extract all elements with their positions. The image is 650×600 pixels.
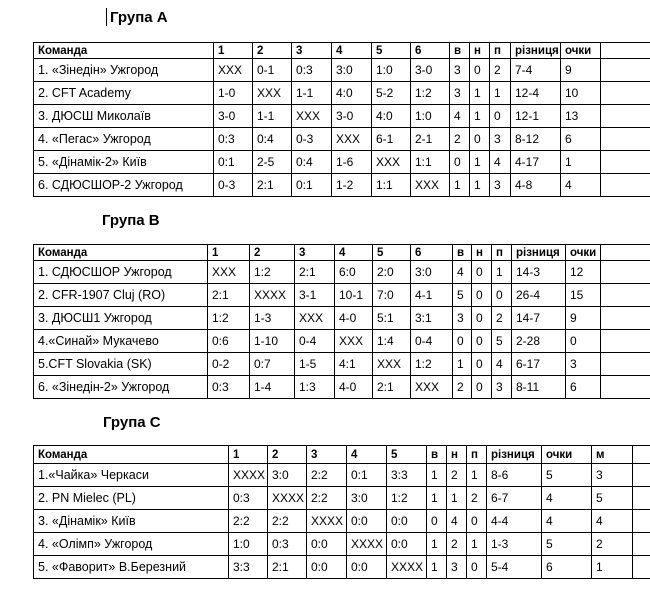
score-cell: 1-3 [250, 307, 295, 330]
score-cell: 0 [427, 510, 447, 533]
table-row [34, 284, 650, 307]
score-cell: 5 [542, 533, 592, 556]
score-cell: 2 [453, 376, 472, 399]
score-cell: 0:6 [208, 330, 250, 353]
score-cell: 0 [492, 284, 512, 307]
empty-cell [633, 510, 650, 533]
team-name: 3. «Дінамік» Київ [34, 510, 229, 533]
score-cell: 0-4 [411, 330, 453, 353]
score-cell: 6-17 [512, 353, 566, 376]
group-a-table [33, 42, 650, 197]
column-header: очки [566, 245, 601, 261]
score-cell: 1-5 [295, 353, 335, 376]
column-header: Команда [34, 245, 208, 261]
score-cell: 0:0 [307, 556, 347, 579]
score-cell: 3 [492, 376, 512, 399]
score-cell: 7:0 [373, 284, 411, 307]
score-cell: 12 [566, 261, 601, 284]
score-cell: 1-3 [487, 533, 542, 556]
score-cell: 5 [492, 330, 512, 353]
score-cell: XXX [292, 105, 332, 128]
score-cell: 1:1 [372, 174, 411, 197]
score-cell: 4-8 [511, 174, 561, 197]
score-cell: 15 [566, 284, 601, 307]
score-cell: 1 [450, 174, 470, 197]
score-cell: 0 [472, 330, 492, 353]
score-cell: 10 [561, 82, 601, 105]
table-row [34, 330, 650, 353]
column-header: н [447, 446, 467, 464]
score-cell: 1 [470, 174, 490, 197]
score-cell: 1 [592, 556, 633, 579]
empty-cell [601, 353, 650, 376]
empty-cell [601, 151, 650, 174]
score-cell: XXX [411, 174, 450, 197]
team-name: 3. ДЮСШ1 Ужгород [34, 307, 208, 330]
score-cell: 5 [592, 487, 633, 510]
column-header: 2 [253, 43, 292, 59]
column-header: п [490, 43, 511, 59]
score-cell: 0:0 [307, 533, 347, 556]
empty-cell [633, 487, 650, 510]
score-cell: XXX [335, 330, 373, 353]
empty-cell [601, 59, 650, 82]
score-cell: 4 [492, 353, 512, 376]
score-cell: 0 [467, 510, 487, 533]
score-cell: 1:1 [411, 151, 450, 174]
table-header-row [34, 446, 650, 464]
empty-cell [601, 330, 650, 353]
score-cell: 1:0 [372, 59, 411, 82]
score-cell: 3-0 [214, 105, 253, 128]
score-cell: 5-4 [487, 556, 542, 579]
score-cell: 1 [467, 464, 487, 487]
column-header: Команда [34, 43, 214, 59]
team-name: 1. СДЮСШОР Ужгород [34, 261, 208, 284]
score-cell: XXX [253, 82, 292, 105]
score-cell: 1 [470, 151, 490, 174]
score-cell: 0 [472, 353, 492, 376]
score-cell: 26-4 [512, 284, 566, 307]
score-cell: XXXX [229, 464, 268, 487]
score-cell: 3 [490, 174, 511, 197]
score-cell: 9 [566, 307, 601, 330]
column-header: 3 [307, 446, 347, 464]
score-cell: 2-28 [512, 330, 566, 353]
score-cell: XXXX [347, 533, 387, 556]
table-row [34, 533, 650, 556]
score-cell: 3:0 [411, 261, 453, 284]
table-row [34, 510, 650, 533]
score-cell: 3 [490, 128, 511, 151]
table-row [34, 307, 650, 330]
score-cell: 2:1 [268, 556, 307, 579]
column-header: Команда [34, 446, 229, 464]
group-c-table [33, 445, 650, 579]
score-cell: 0 [450, 151, 470, 174]
score-cell: 0-1 [253, 59, 292, 82]
team-name: 2. CFR-1907 Cluj (RO) [34, 284, 208, 307]
score-cell: 1-0 [214, 82, 253, 105]
score-cell: 3-0 [332, 105, 372, 128]
score-cell: 1 [490, 82, 511, 105]
team-name: 1.«Чайка» Черкаси [34, 464, 229, 487]
empty-cell [601, 174, 650, 197]
group-a-title: Група А [110, 9, 168, 26]
score-cell: XXX [214, 59, 253, 82]
group-b-title: Група В [102, 212, 160, 229]
score-cell: 3-0 [411, 59, 450, 82]
score-cell: 3 [450, 59, 470, 82]
score-cell: 0 [566, 330, 601, 353]
score-cell: 2-1 [411, 128, 450, 151]
column-header: 5 [387, 446, 427, 464]
empty-cell [633, 446, 650, 464]
score-cell: 1 [561, 151, 601, 174]
score-cell: 8-12 [511, 128, 561, 151]
score-cell: XXXX [387, 556, 427, 579]
text-cursor [106, 8, 107, 26]
empty-cell [601, 284, 650, 307]
column-header: 2 [268, 446, 307, 464]
score-cell: 3-1 [295, 284, 335, 307]
score-cell: 0:0 [347, 510, 387, 533]
score-cell: 3 [447, 556, 467, 579]
score-cell: 0:1 [292, 174, 332, 197]
table-row [34, 353, 650, 376]
score-cell: 2-5 [253, 151, 292, 174]
table-row [34, 556, 650, 579]
score-cell: 0-3 [214, 174, 253, 197]
table-row [34, 151, 650, 174]
score-cell: 5:1 [373, 307, 411, 330]
column-header: 3 [292, 43, 332, 59]
score-cell: 1:3 [295, 376, 335, 399]
column-header: в [450, 43, 470, 59]
score-cell: 4 [542, 487, 592, 510]
group-c-title: Група С [103, 414, 161, 431]
score-cell: 0 [470, 128, 490, 151]
empty-cell [601, 43, 650, 59]
column-header: 5 [372, 43, 411, 59]
score-cell: 2 [447, 533, 467, 556]
team-name: 5. «Фаворит» В.Березний [34, 556, 229, 579]
table-row [34, 376, 650, 399]
empty-cell [601, 245, 650, 261]
score-cell: 5-2 [372, 82, 411, 105]
empty-cell [601, 376, 650, 399]
column-header: п [467, 446, 487, 464]
score-cell: 1 [427, 487, 447, 510]
score-cell: 4 [561, 174, 601, 197]
group-b-table [33, 244, 650, 399]
score-cell: 0 [470, 59, 490, 82]
score-cell: 2:1 [295, 261, 335, 284]
column-header: 4 [335, 245, 373, 261]
score-cell: 4:0 [332, 82, 372, 105]
score-cell: 3 [453, 307, 472, 330]
table-header-row [34, 43, 650, 59]
team-name: 5.CFT Slovakia (SK) [34, 353, 208, 376]
score-cell: 0:3 [208, 376, 250, 399]
column-header: очки [542, 446, 592, 464]
score-cell: 4 [542, 510, 592, 533]
score-cell: 0 [467, 556, 487, 579]
column-header: 1 [214, 43, 253, 59]
score-cell: 12-4 [511, 82, 561, 105]
score-cell: 4 [447, 510, 467, 533]
score-cell: 6 [561, 128, 601, 151]
empty-cell [601, 105, 650, 128]
score-cell: 1:0 [411, 105, 450, 128]
score-cell: XXX [208, 261, 250, 284]
team-name: 4. «Пегас» Ужгород [34, 128, 214, 151]
column-header: н [470, 43, 490, 59]
score-cell: 2 [447, 464, 467, 487]
column-header: п [492, 245, 512, 261]
score-cell: 6-1 [372, 128, 411, 151]
team-name: 6. «Зінедін-2» Ужгород [34, 376, 208, 399]
score-cell: 0:0 [387, 510, 427, 533]
score-cell: 9 [561, 59, 601, 82]
score-cell: 0 [472, 307, 492, 330]
score-cell: 1 [427, 464, 447, 487]
column-header: різниця [487, 446, 542, 464]
team-name: 4. «Олімп» Ужгород [34, 533, 229, 556]
score-cell: 1 [427, 556, 447, 579]
score-cell: 2:2 [307, 464, 347, 487]
score-cell: 0:3 [268, 533, 307, 556]
score-cell: 1:0 [229, 533, 268, 556]
score-cell: 2 [492, 307, 512, 330]
score-cell: 0:1 [214, 151, 253, 174]
team-name: 5. «Дінамік-2» Київ [34, 151, 214, 174]
score-cell: 3 [450, 82, 470, 105]
score-cell: 8-11 [512, 376, 566, 399]
score-cell: 13 [561, 105, 601, 128]
empty-cell [633, 464, 650, 487]
score-cell: 4-4 [487, 510, 542, 533]
table-row [34, 261, 650, 284]
team-name: 6. СДЮСШОР-2 Ужгород [34, 174, 214, 197]
column-header: різниця [512, 245, 566, 261]
table-row [34, 174, 650, 197]
team-name: 2. CFT Academy [34, 82, 214, 105]
score-cell: 4-1 [411, 284, 453, 307]
column-header: 1 [208, 245, 250, 261]
table-header-row [34, 245, 650, 261]
score-cell: 4 [490, 151, 511, 174]
table-row [34, 82, 650, 105]
score-cell: XXX [372, 151, 411, 174]
team-name: 3. ДЮСШ Миколаїв [34, 105, 214, 128]
score-cell: 0:0 [387, 533, 427, 556]
score-cell: 1 [492, 261, 512, 284]
score-cell: 1-1 [253, 105, 292, 128]
score-cell: 12-1 [511, 105, 561, 128]
score-cell: XXX [411, 376, 453, 399]
score-cell: 2:1 [208, 284, 250, 307]
team-name: 2. PN Mielec (PL) [34, 487, 229, 510]
score-cell: 2:2 [307, 487, 347, 510]
column-header: очки [561, 43, 601, 59]
score-cell: 6:0 [335, 261, 373, 284]
score-cell: 2:1 [253, 174, 292, 197]
team-name: 4.«Синай» Мукачево [34, 330, 208, 353]
score-cell: 6 [566, 376, 601, 399]
score-cell: 14-7 [512, 307, 566, 330]
score-cell: 3 [592, 464, 633, 487]
score-cell: 4-0 [335, 376, 373, 399]
score-cell: 1-1 [292, 82, 332, 105]
score-cell: 10-1 [335, 284, 373, 307]
column-header: 1 [229, 446, 268, 464]
score-cell: 3 [566, 353, 601, 376]
score-cell: 5 [542, 464, 592, 487]
empty-cell [601, 261, 650, 284]
score-cell: 0:4 [253, 128, 292, 151]
score-cell: 1-2 [332, 174, 372, 197]
score-cell: XXXX [268, 487, 307, 510]
score-cell: 2:2 [229, 510, 268, 533]
column-header: 3 [295, 245, 335, 261]
score-cell: 1:2 [387, 487, 427, 510]
empty-cell [601, 307, 650, 330]
score-cell: 0 [472, 261, 492, 284]
score-cell: 3:1 [411, 307, 453, 330]
empty-cell [601, 128, 650, 151]
table-row [34, 105, 650, 128]
score-cell: 4 [453, 261, 472, 284]
score-cell: 0:7 [250, 353, 295, 376]
score-cell: 2:2 [268, 510, 307, 533]
score-cell: XXX [295, 307, 335, 330]
score-cell: 0-3 [292, 128, 332, 151]
score-cell: 4-0 [335, 307, 373, 330]
score-cell: 1 [447, 487, 467, 510]
score-cell: 0:3 [292, 59, 332, 82]
empty-cell [633, 533, 650, 556]
score-cell: 7-4 [511, 59, 561, 82]
score-cell: 0-4 [295, 330, 335, 353]
column-header: в [453, 245, 472, 261]
column-header: н [472, 245, 492, 261]
score-cell: 1 [470, 82, 490, 105]
column-header: різниця [511, 43, 561, 59]
column-header: в [427, 446, 447, 464]
column-header: 6 [411, 245, 453, 261]
score-cell: 2:0 [373, 261, 411, 284]
score-cell: 1-6 [332, 151, 372, 174]
score-cell: 0 [453, 330, 472, 353]
empty-cell [601, 82, 650, 105]
score-cell: 1:2 [411, 82, 450, 105]
score-cell: 1-10 [250, 330, 295, 353]
score-cell: 2 [592, 533, 633, 556]
score-cell: 2:1 [373, 376, 411, 399]
score-cell: 1 [453, 353, 472, 376]
score-cell: 1:2 [208, 307, 250, 330]
score-cell: 4:0 [372, 105, 411, 128]
score-cell: 14-3 [512, 261, 566, 284]
score-cell: 4:1 [335, 353, 373, 376]
score-cell: 2 [450, 128, 470, 151]
empty-cell [633, 556, 650, 579]
score-cell: 3:3 [229, 556, 268, 579]
score-cell: 3:3 [387, 464, 427, 487]
score-cell: 8-6 [487, 464, 542, 487]
score-cell: 0 [472, 376, 492, 399]
table-row [34, 464, 650, 487]
score-cell: 1 [470, 105, 490, 128]
score-cell: XXXX [250, 284, 295, 307]
score-cell: 0:3 [229, 487, 268, 510]
score-cell: 0:4 [292, 151, 332, 174]
column-header: м [592, 446, 633, 464]
score-cell: 4 [592, 510, 633, 533]
score-cell: 3:0 [347, 487, 387, 510]
score-cell: 0-2 [208, 353, 250, 376]
score-cell: 6-7 [487, 487, 542, 510]
score-cell: 1:2 [411, 353, 453, 376]
score-cell: 4 [450, 105, 470, 128]
score-cell: 3:0 [268, 464, 307, 487]
score-cell: 4-17 [511, 151, 561, 174]
score-cell: XXX [332, 128, 372, 151]
score-cell: 5 [453, 284, 472, 307]
score-cell: 2 [490, 59, 511, 82]
column-header: 2 [250, 245, 295, 261]
table-row [34, 487, 650, 510]
score-cell: 3:0 [332, 59, 372, 82]
score-cell: 6 [542, 556, 592, 579]
score-cell: 0 [490, 105, 511, 128]
score-cell: 1:4 [373, 330, 411, 353]
score-cell: 1 [427, 533, 447, 556]
score-cell: 1 [467, 533, 487, 556]
score-cell: 2 [467, 487, 487, 510]
column-header: 5 [373, 245, 411, 261]
score-cell: 0 [472, 284, 492, 307]
table-row [34, 128, 650, 151]
column-header: 4 [332, 43, 372, 59]
score-cell: 0:3 [214, 128, 253, 151]
score-cell: 1-4 [250, 376, 295, 399]
score-cell: 1:2 [250, 261, 295, 284]
table-row [34, 59, 650, 82]
column-header: 4 [347, 446, 387, 464]
score-cell: 0:0 [347, 556, 387, 579]
column-header: 6 [411, 43, 450, 59]
score-cell: 0:1 [347, 464, 387, 487]
team-name: 1. «Зінедін» Ужгород [34, 59, 214, 82]
score-cell: XXX [373, 353, 411, 376]
score-cell: XXXX [307, 510, 347, 533]
